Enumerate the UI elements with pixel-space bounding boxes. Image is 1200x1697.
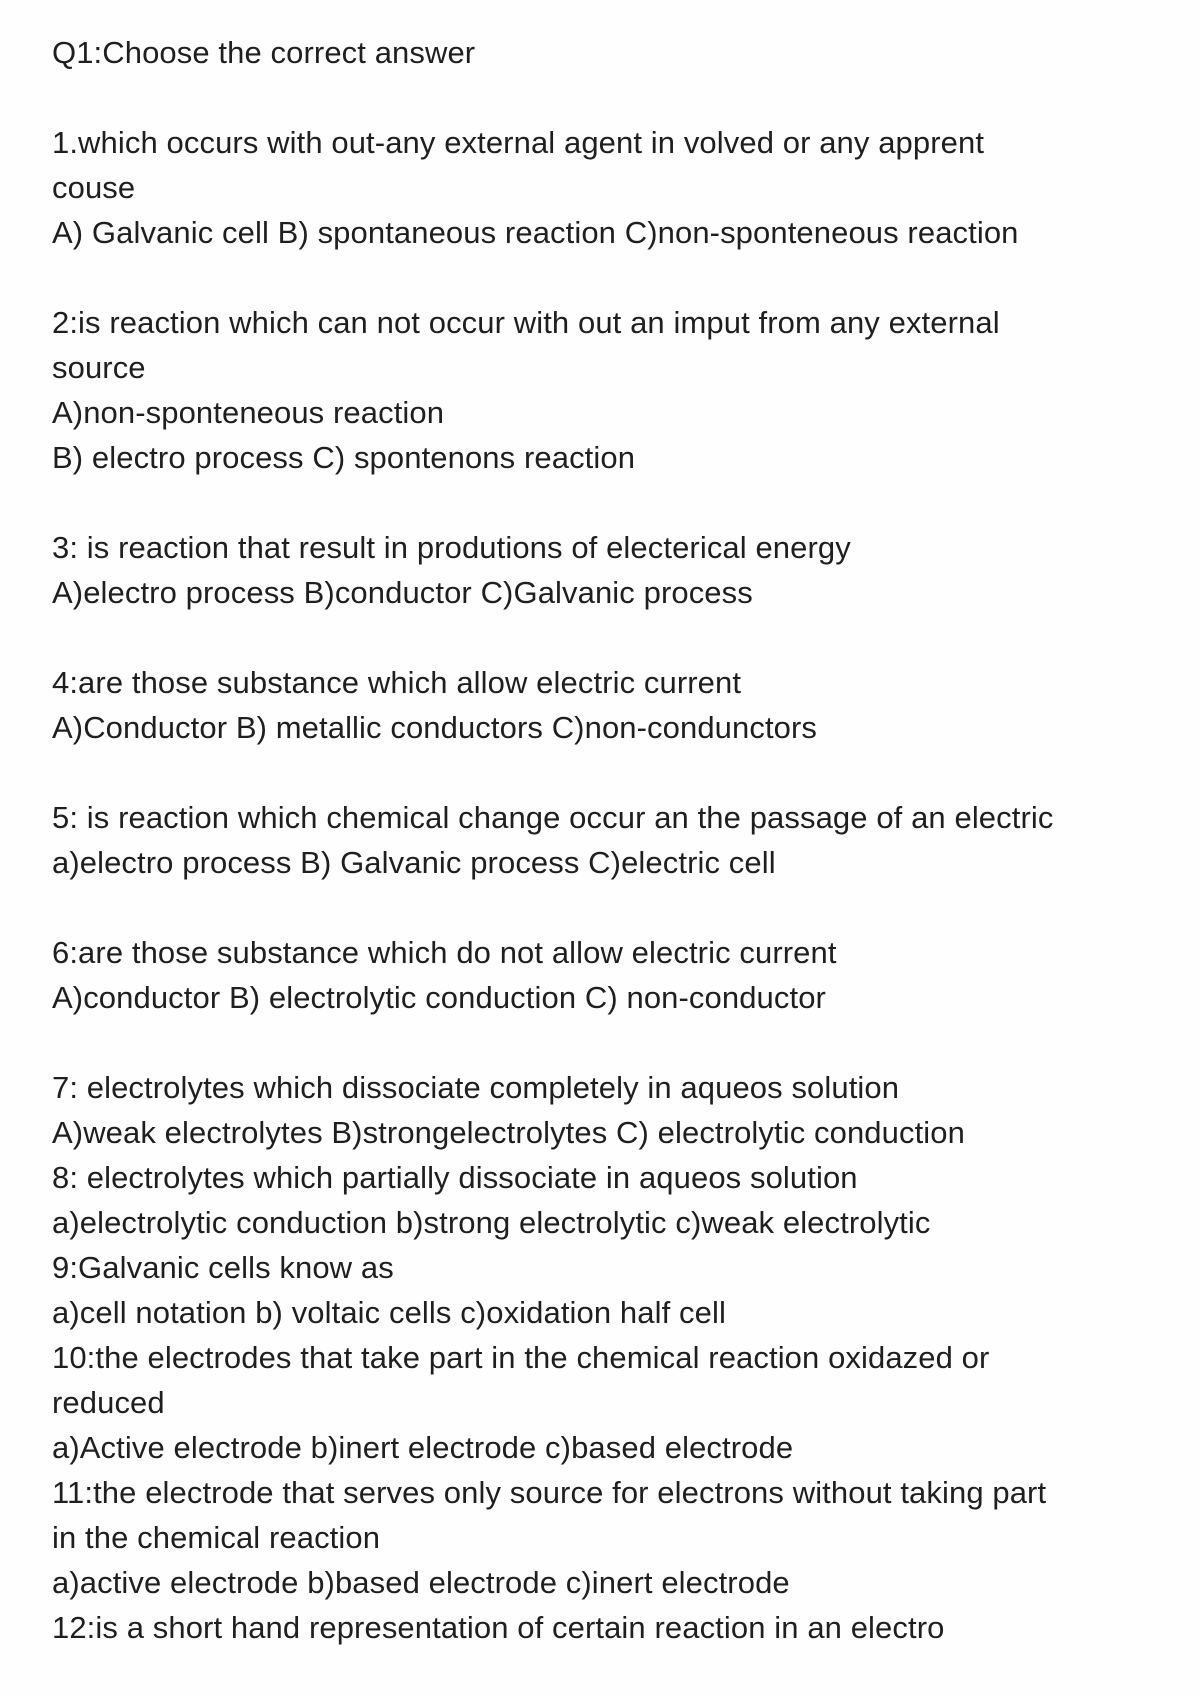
question-4-options: A)Conductor B) metallic conductors C)non-condunctors xyxy=(52,710,818,745)
question-2-option-a: A)non-sponteneous reaction xyxy=(52,395,445,430)
question-10-options: a)Active electrode b)inert electrode c)based electrode xyxy=(52,1430,794,1465)
question-1-text: 1.which occurs with out-any external agent in volved or any apprent xyxy=(52,125,985,160)
spacer xyxy=(52,255,1162,300)
spacer xyxy=(52,750,1162,795)
question-9-options: a)cell notation b) voltaic cells c)oxidation half cell xyxy=(52,1295,726,1330)
question-12-text: 12:is a short hand representation of certain reaction in an electro xyxy=(52,1610,945,1645)
question-1-options: A) Galvanic cell B) spontaneous reaction C)non-sponteneous reaction xyxy=(52,215,1019,250)
page-title: Q1:Choose the correct answer xyxy=(52,35,476,70)
spacer xyxy=(52,615,1162,660)
question-5-options: a)electro process B) Galvanic process C)electric cell xyxy=(52,845,776,880)
question-5-text: 5: is reaction which chemical change occur an the passage of an electric xyxy=(52,800,1054,835)
question-11-options: a)active electrode b)based electrode c)inert electrode xyxy=(52,1565,790,1600)
question-2-options-bc: B) electro process C) spontenons reaction xyxy=(52,440,636,475)
question-11-text: 11:the electrode that serves only source for electrons without taking part xyxy=(52,1475,1047,1510)
spacer xyxy=(52,75,1162,120)
spacer xyxy=(52,1020,1162,1065)
question-8-options: a)electrolytic conduction b)strong electrolytic c)weak electrolytic xyxy=(52,1205,931,1240)
question-7-text: 7: electrolytes which dissociate completely in aqueos solution xyxy=(52,1070,900,1105)
spacer xyxy=(52,885,1162,930)
question-9-text: 9:Galvanic cells know as xyxy=(52,1250,394,1285)
question-10-text-continued: reduced xyxy=(52,1385,165,1420)
question-3-text: 3: is reaction that result in produtions of electerical energy xyxy=(52,530,851,565)
question-4-text: 4:are those substance which allow electric current xyxy=(52,665,742,700)
question-8-text: 8: electrolytes which partially dissociate in aqueos solution xyxy=(52,1160,858,1195)
question-3-options: A)electro process B)conductor C)Galvanic process xyxy=(52,575,753,610)
question-10-text: 10:the electrodes that take part in the chemical reaction oxidazed or xyxy=(52,1340,990,1375)
question-2-text-continued: source xyxy=(52,350,146,385)
question-1-text-continued: couse xyxy=(52,170,136,205)
question-list xyxy=(52,30,1162,1650)
spacer xyxy=(52,480,1162,525)
question-11-text-continued: in the chemical reaction xyxy=(52,1520,381,1555)
question-6-text: 6:are those substance which do not allow electric current xyxy=(52,935,837,970)
question-6-options: A)conductor B) electrolytic conduction C) non-conductor xyxy=(52,980,826,1015)
question-2-text: 2:is reaction which can not occur with out an imput from any external xyxy=(52,305,1000,340)
question-7-options: A)weak electrolytes B)strongelectrolytes C) electrolytic conduction xyxy=(52,1115,965,1150)
